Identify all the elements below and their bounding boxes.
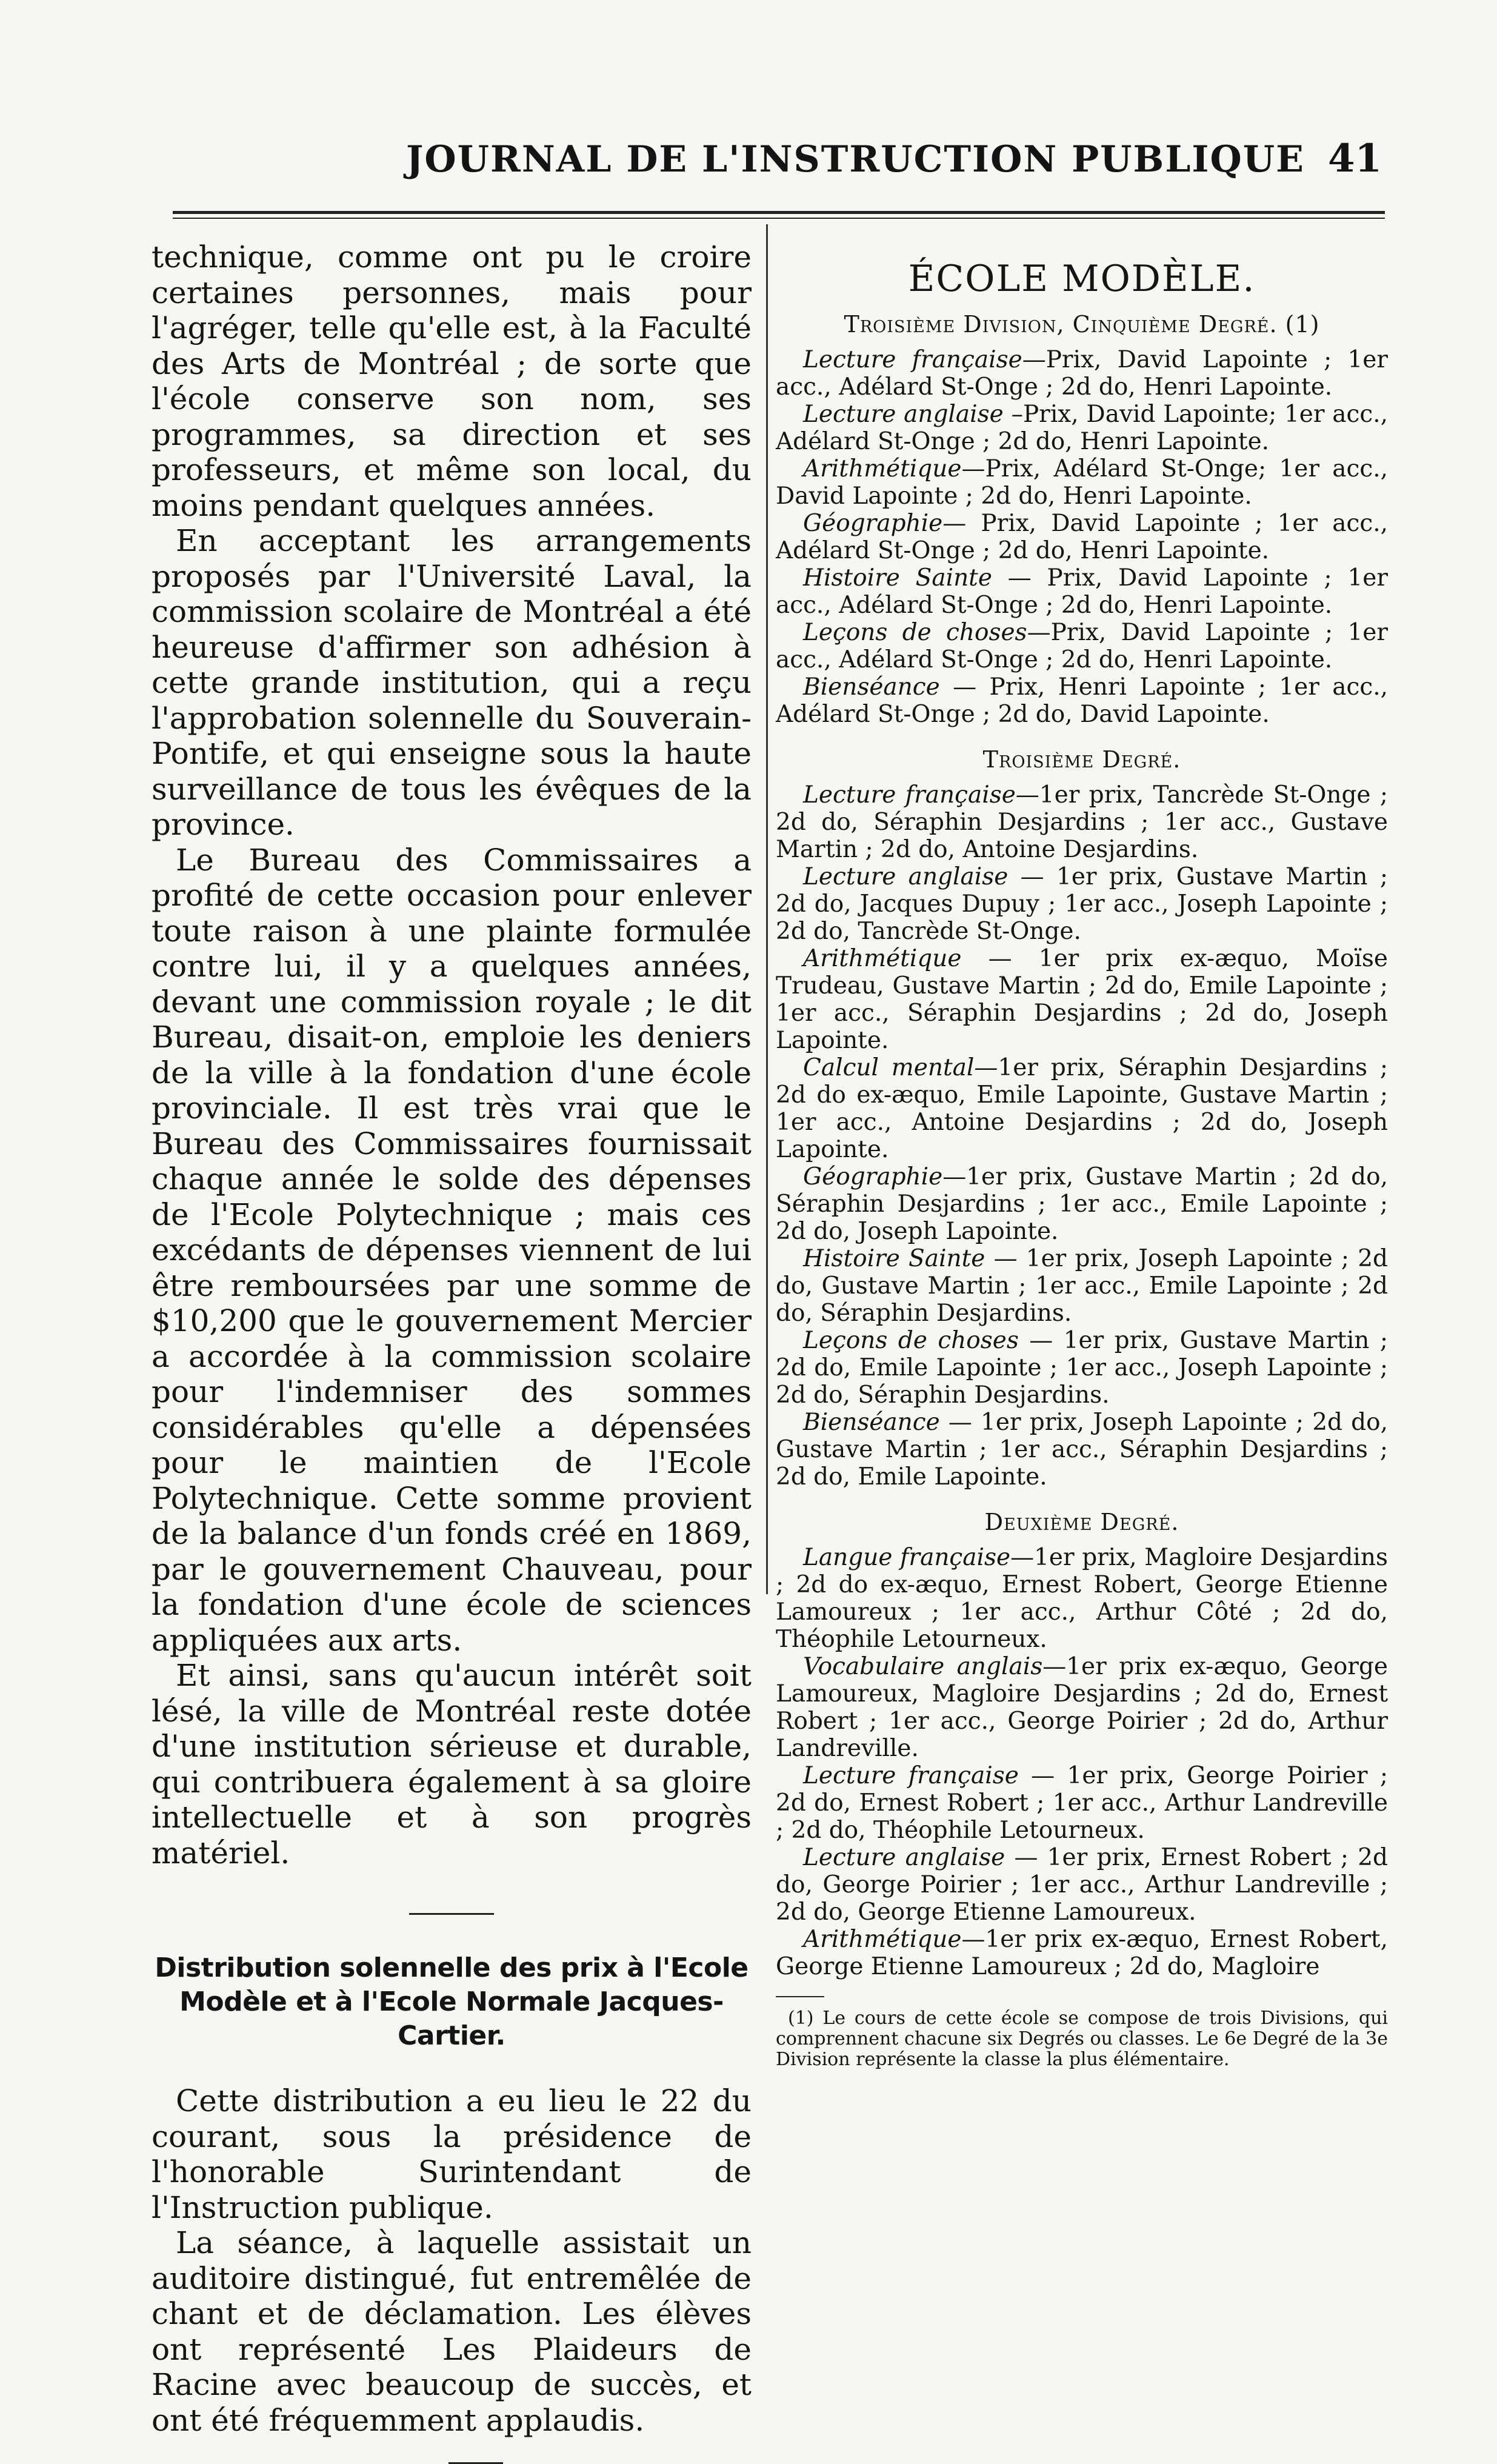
subject-name: Arithmétique [803, 1926, 962, 1953]
subject-name: Vocabulaire anglais [803, 1653, 1043, 1680]
prize-entry [776, 455, 1388, 510]
subject-name: Lecture anglaise [803, 1844, 1005, 1871]
subject-name: Lecture anglaise [803, 401, 1004, 428]
prize-entry [776, 510, 1388, 564]
footnote: (1) Le cours de cette école se compose de trois Divisions, qui comprennent chacune six Degrés ou classes. Le 6e Degré de la 3e Division représente la classe la plus élémentaire. [776, 2008, 1388, 2070]
paragraph: La séance, à laquelle assistait un auditoire distingué, fut entremêlée de chant et de déclamation. Les élèves ont représenté Les Plaideurs de Racine avec beaucoup de succès, et ont été fréquemment applaudis. [152, 2225, 752, 2438]
right-column [776, 239, 1388, 2070]
prize-text: —1er prix, Tancrède St-Onge ; 2d do, Séraphin Desjardins ; 1er acc., Gustave Martin ; 2d do, Antoine Desjardins. [776, 781, 1389, 863]
paragraph: En acceptant les arrangements proposés par l'Université Laval, la commission scolaire de Montréal a été heureuse d'affirmer son adhésion à cette grande institution, qui a reçu l'approbation solennelle du Souverain-Pontife, et qui enseigne sous la haute surveillance de tous les évêques de la province. [152, 523, 752, 842]
prize-entry [776, 346, 1388, 401]
running-header [152, 127, 1382, 194]
subject-name: Arithmétique [803, 945, 962, 972]
subject-name: Histoire Sainte [803, 564, 992, 592]
prize-entry [776, 1762, 1388, 1844]
subject-name: Bienséance [803, 673, 940, 701]
prize-entry [776, 781, 1388, 863]
prize-text: —1er prix, Gustave Martin ; 2d do, Séraphin Desjardins ; 1er acc., Emile Lapointe ; 2d do, Joseph Lapointe. [776, 1163, 1388, 1245]
subject-name: Lecture française [803, 781, 1016, 809]
prize-entry [776, 1409, 1388, 1491]
paragraph: Cette distribution a eu lieu le 22 du courant, sous la présidence de l'honorable Surintendant de l'Instruction publique. [152, 2083, 752, 2225]
subject-name: Géographie [803, 1163, 943, 1190]
prize-text: —1er prix, Séraphin Desjardins ; 2d do ex-æquo, Emile Lapointe, Gustave Martin ; 1er acc., Antoine Desjardins ; 2d do, Joseph Lapointe. [776, 1054, 1388, 1163]
prize-entry [776, 1327, 1388, 1409]
prize-text: — 1er prix, Joseph Lapointe ; 2d do, Gustave Martin ; 1er acc., Séraphin Desjardins ; 2d do, Emile Lapointe. [776, 1409, 1388, 1491]
prize-text: –Prix, David Lapointe; 1er acc., Adélard St-Onge ; 2d do, Henri Lapointe. [776, 401, 1388, 455]
degree-heading: Deuxième Degré. [984, 1509, 1179, 1535]
prize-entry [776, 401, 1388, 455]
journal-title: JOURNAL DE L'INSTRUCTION PUBLIQUE [406, 138, 1305, 181]
prize-entry [776, 1245, 1388, 1327]
prize-text: —Prix, Adélard St-Onge; 1er acc., David Lapointe ; 2d do, Henri Lapointe. [776, 455, 1388, 510]
prize-entry [776, 1054, 1388, 1163]
prize-text: — 1er prix, Gustave Martin ; 2d do, Jacques Dupuy ; 1er acc., Joseph Lapointe ; 2d do, Tancrède St-Onge. [776, 863, 1389, 945]
prize-text: —Prix, David Lapointe ; 1er acc., Adélard St-Onge ; 2d do, Henri Lapointe. [776, 619, 1388, 673]
subject-name: Lecture anglaise [803, 863, 1009, 890]
subject-name: Calcul mental [803, 1054, 975, 1081]
prize-entry [776, 1653, 1388, 1762]
subject-name: Géographie [803, 510, 943, 537]
paragraph: Le Bureau des Commissaires a profité de cette occasion pour enlever toute raison à une plainte formulée contre lui, il y a quelques années, devant une commission royale ; le dit Bureau, disait-on, emploie les deniers de la ville à la fondation d'une école provinciale. Il est très vrai que le Bureau des Commissaires fournissait chaque année le solde des dépenses de l'Ecole Polytechnique ; mais ces excédants de dépenses viennent de lui être remboursées par une somme de $10,200 que le gouvernement Mercier a accordée à la commission scolaire pour l'indemniser des sommes considérables qu'elle a dépensées pour le maintien de l'Ecole Polytechnique. Cette somme provient de la balance d'un fonds créé en 1869, par le gouvernement Chauveau, pour la fondation d'une école de sciences appliquées aux arts. [152, 842, 752, 1658]
prize-text: — 1er prix, Ernest Robert ; 2d do, George Poirier ; 1er acc., Arthur Landreville ; 2d do, George Etienne Lamoureux. [776, 1844, 1388, 1926]
subject-name: Bienséance [803, 1409, 940, 1436]
subject-name: Langue française [803, 1544, 1011, 1571]
prize-text: — Prix, David Lapointe ; 1er acc., Adélard St-Onge ; 2d do, Henri Lapointe. [776, 510, 1388, 564]
prize-text: — 1er prix ex-æquo, Moïse Trudeau, Gustave Martin ; 2d do, Emile Lapointe ; 1er acc., Séraphin Desjardins ; 2d do, Joseph Lapointe. [776, 945, 1388, 1054]
prize-text: — Prix, David Lapointe ; 1er acc., Adélard St-Onge ; 2d do, Henri Lapointe. [776, 564, 1388, 619]
prize-groups [776, 311, 1388, 1980]
prize-entry [776, 1544, 1388, 1653]
prize-entry [776, 1163, 1388, 1245]
header-rule [173, 211, 1385, 219]
subject-name: Leçons de choses [803, 619, 1027, 646]
prize-text: — 1er prix, Gustave Martin ; 2d do, Emile Lapointe ; 1er acc., Joseph Lapointe ; 2d do, Séraphin Desjardins. [776, 1327, 1388, 1409]
page-number: 41 [1327, 136, 1382, 181]
prize-entry [776, 673, 1388, 728]
subject-name: Arithmétique [803, 455, 962, 482]
degree-heading: Troisième Degré. [982, 746, 1181, 773]
subject-name: Lecture française [803, 346, 1022, 373]
prize-text: —1er prix ex-æquo, George Lamoureux, Magloire Desjardins ; 2d do, Ernest Robert ; 1er acc., George Poirier ; 2d do, Arthur Landreville. [776, 1653, 1388, 1762]
subject-name: Histoire Sainte [803, 1245, 985, 1272]
section-title: ÉCOLE MODÈLE. [908, 258, 1256, 300]
prize-entry [776, 863, 1388, 945]
prize-text: —1er prix, Magloire Desjardins ; 2d do ex-æquo, Ernest Robert, George Etienne Lamoureux ; 1er acc., Arthur Côté ; 2d do, Théophile Letourneux. [776, 1544, 1389, 1653]
footnote-rule [776, 1996, 824, 1997]
separator-rule [409, 1913, 494, 1915]
paragraph: technique, comme ont pu le croire certaines personnes, mais pour l'agréger, telle qu'elle est, à la Faculté des Arts de Montréal ; de sorte que l'école conserve son nom, ses programmes, sa direction et ses professeurs, et même son local, du moins pendant quelques années. [152, 239, 752, 523]
prize-entry [776, 564, 1388, 619]
prize-text: —Prix, David Lapointe ; 1er acc., Adélard St-Onge ; 2d do, Henri Lapointe. [776, 346, 1388, 401]
prize-entry [776, 619, 1388, 673]
subject-name: Lecture française [803, 1762, 1019, 1789]
prize-entry [776, 945, 1388, 1054]
prize-text: — 1er prix, George Poirier ; 2d do, Ernest Robert ; 1er acc., Arthur Landreville ; 2d do, Théophile Letourneux. [776, 1762, 1388, 1844]
prize-text: — 1er prix, Joseph Lapointe ; 2d do, Gustave Martin ; 1er acc., Emile Lapointe ; 2d do, Séraphin Desjardins. [776, 1245, 1388, 1327]
prize-text: —1er prix ex-æquo, Ernest Robert, George Etienne Lamoureux ; 2d do, Magloire [776, 1926, 1388, 1980]
column-divider [766, 224, 768, 1594]
prize-entry [776, 1926, 1388, 1980]
section-heading: Distribution solennelle des prix à l'Ecole Modèle et à l'Ecole Normale Jacques-Cartier. [155, 1952, 748, 2051]
subject-name: Leçons de choses [803, 1327, 1019, 1354]
degree-heading: Troisième Division, Cinquième Degré. (1) [844, 311, 1320, 338]
prize-entry [776, 1844, 1388, 1926]
left-column [152, 239, 752, 2464]
paragraph: Et ainsi, sans qu'aucun intérêt soit lésé, la ville de Montréal reste dotée d'une institution sérieuse et durable, qui contribuera également à sa gloire intellectuelle et à son progrès matériel. [152, 1658, 752, 1871]
prize-text: — Prix, Henri Lapointe ; 1er acc., Adélard St-Onge ; 2d do, David Lapointe. [776, 673, 1388, 728]
